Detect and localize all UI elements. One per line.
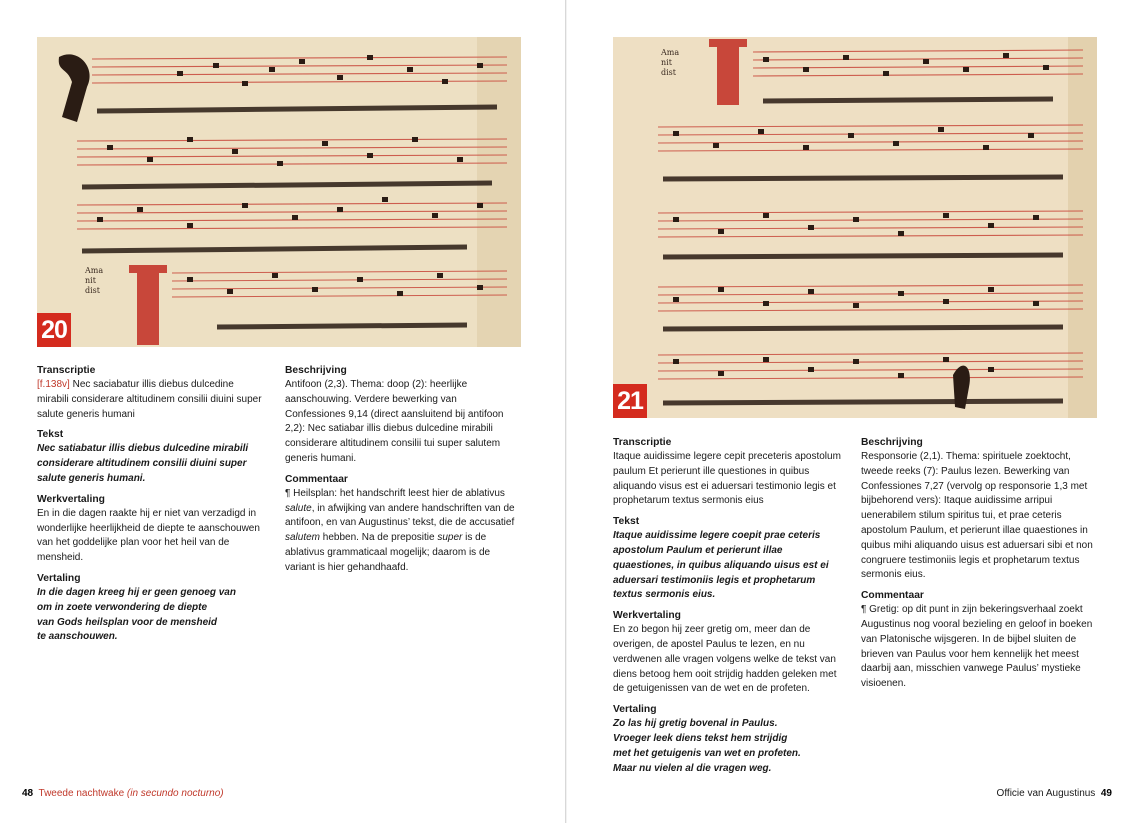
right-column-b <box>861 436 1093 698</box>
svg-text:nit: nit <box>661 58 672 67</box>
manuscript-image-20 <box>37 37 521 347</box>
heading-beschrijving: Beschrijving <box>861 437 923 448</box>
heading-tekst: Tekst <box>37 429 64 441</box>
commentaar-text: ¶ Gretig: op dit punt in zijn bekeringsverhaal zoekt Augustinus nog vooral bezieling en geloof in boeken van Platonische wijsgeren. In de bijbel sluiten de brieven van Paulus voor hem kennelijk het meest daarbij aan, misschien vanwege Paulus’ mystieke visioenen. <box>861 604 1093 690</box>
svg-text:dist: dist <box>85 286 100 295</box>
heading-tekst: Tekst <box>613 516 640 528</box>
tekst-text: Itaque auidissime legere coepit prae ceteris apostolum Paulum et perierunt illae quaestiones, in quibus aliquando uisus est ei aduersari testimoniis legis et prophetarum textus sermonis eius. <box>613 530 829 601</box>
manuscript-illustration <box>613 37 1097 418</box>
tekst-text: Nec satiabatur illis diebus dulcedine mirabili considerare altitudinem consilii diuini super salute generis humani. <box>37 443 249 484</box>
werkvertaling-text: En in die dagen raakte hij er niet van verzadigd in wonderlijke heerlijkheid de diepte te aanschouwen van het goddelijke plan voor het heil van de mensheid. <box>37 507 260 564</box>
left-footer <box>22 788 224 799</box>
vertaling-text: In die dagen kreeg hij er geen genoeg van om in zoete verwondering de diepte van Gods heilsplan voor de mensheid te aanschouwen. <box>37 586 236 643</box>
svg-text:Ama: Ama <box>661 48 680 57</box>
heading-transcriptie: Transcriptie <box>37 365 96 376</box>
left-column-b <box>285 364 515 582</box>
svg-text:Ama: Ama <box>85 266 104 275</box>
heading-beschrijving: Beschrijving <box>285 365 347 376</box>
heading-commentaar: Commentaar <box>285 473 348 485</box>
manuscript-illustration <box>37 37 521 347</box>
figure-number-badge: 21 <box>613 384 647 418</box>
heading-werkvertaling: Werkvertaling <box>37 493 105 505</box>
svg-text:nit: nit <box>85 276 96 285</box>
transcriptie-text: [f.138v] Nec saciabatur illis diebus dulcedine mirabili considerare altitudinem consilii diuini super salute generis humani <box>37 379 262 420</box>
left-column-a <box>37 364 267 651</box>
vertaling-text: Zo las hij gretig bovenal in Paulus. Vroeger leek diens tekst hem strijdig met het getuigenis van wet en profeten. Maar nu vielen al die vragen weg. <box>613 718 801 774</box>
right-page <box>567 0 1134 823</box>
running-title: Tweede nachtwake (in secundo nocturno) <box>38 788 224 799</box>
werkvertaling-text: En zo begon hij zeer gretig om, meer dan de overigen, de apostel Paulus te lezen, en nu verdwenen alle vragen volgens welke de tekst van diens betoog hem ooit strijdig hadden geleken met de getuigenissen van de wet en de profeten. <box>613 624 837 695</box>
svg-text:dist: dist <box>661 68 676 77</box>
heading-commentaar: Commentaar <box>861 590 924 602</box>
page-number: 49 <box>1100 788 1112 799</box>
commentaar-text: ¶ Heilsplan: het handschrift leest hier de ablativus salute, in afwijking van andere handschriften van de antifoon, en van Augustinus’ tekst, die de accusatief salutem hebben. Na de prepositie super is de ablativus grammaticaal mogelijk; daarom is de variant is hier gehandhaafd. <box>285 487 515 573</box>
beschrijving-text: Responsorie (2,1). Thema: spirituele zoektocht, tweede reeks (7): Paulus lezen. Bewerking van Confessiones 7,27 (vervolg op responsorie 1,3 met bijbehorend vers): Itaque auidissime arripui uenerabilem stilum spiritus tui, et prae ceteris apostolum Paulum, et perierunt illae quaestiones in quibus mihi aliquando uisus est aduersari sibi et non congruere testimoniis legis et prophetarum textus sermonis eius. <box>861 451 1093 581</box>
heading-vertaling: Vertaling <box>37 572 81 584</box>
folio-reference: [f.138v] <box>37 379 70 390</box>
running-title: Officie van Augustinus <box>996 788 1096 799</box>
page-number: 48 <box>22 788 34 799</box>
manuscript-image-21 <box>613 37 1097 418</box>
heading-werkvertaling: Werkvertaling <box>613 610 681 622</box>
heading-vertaling: Vertaling <box>613 704 657 716</box>
transcriptie-text: Itaque auidissime legere cepit preceteris apostolum paulum Et perierunt ille questiones in quibus aliquando visus est ei aduersari testimonio legis et prophetarum textus sermonis eius <box>613 451 841 507</box>
left-page <box>0 0 566 823</box>
figure-number-badge: 20 <box>37 313 71 347</box>
right-footer <box>997 788 1112 799</box>
beschrijving-text: Antifoon (2,3). Thema: doop (2): heerlijke aanschouwing. Verdere bewerking van Confessiones 9,14 (direct aansluitend bij antifoon 2,2): Nec satiabar illis diebus dulcedine mirabili considerare altitudinem consilii tui super salutem generis humani. <box>285 379 504 464</box>
right-column-a <box>613 436 843 782</box>
heading-transcriptie: Transcriptie <box>613 437 672 448</box>
